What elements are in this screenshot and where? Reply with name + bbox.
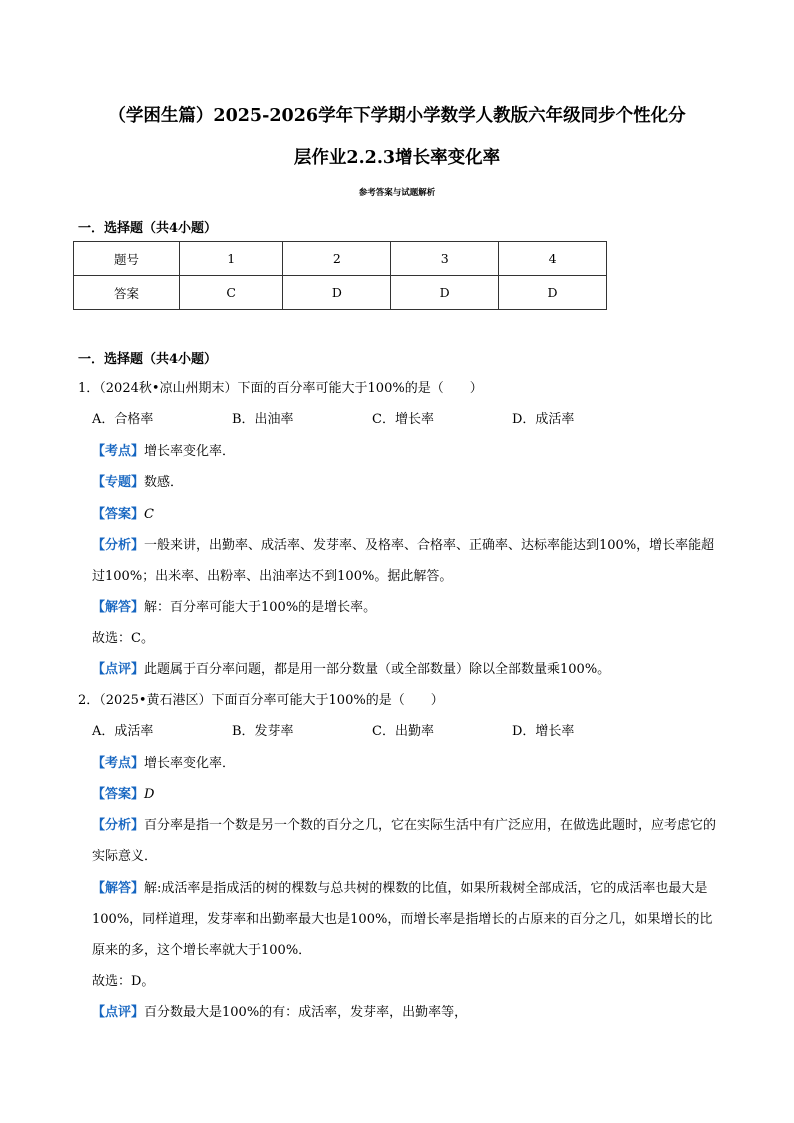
q1-kaodian-text: 增长率变化率． bbox=[144, 444, 236, 459]
q1-option-c: C．增长率 bbox=[372, 412, 434, 427]
answer-cell: D bbox=[499, 276, 607, 310]
q1-option-b: B．出油率 bbox=[232, 412, 294, 427]
q2-jieda-text: 解:成活率是指成活的树的棵数与总共树的棵数的比值，如果所栽树全部成活，它的成活率也最大是100%，同样道理，发芽率和出勤率最大也是100%，而增长率是指增长的占原来的百分之几，如果增长的比原来的多，这个增长率就大于100%． bbox=[92, 881, 713, 958]
tag-fenxi: 【分析】 bbox=[92, 818, 145, 833]
q2-daan-text: D bbox=[144, 787, 155, 802]
q1-daan bbox=[92, 506, 154, 524]
q2-option-c: C．出勤率 bbox=[372, 724, 434, 739]
document-subtitle: 参考答案与试题解析 bbox=[358, 188, 436, 198]
tag-daan: 【答案】 bbox=[92, 787, 145, 802]
q1-jieda-text: 解：百分率可能大于100%的是增长率。 bbox=[144, 600, 377, 615]
tag-jieda: 【解答】 bbox=[92, 881, 145, 896]
document-title-line-2: 层作业2.2.3增长率变化率 bbox=[293, 148, 501, 168]
section-heading-questions: 一．选择题（共4小题） bbox=[78, 352, 218, 367]
q2-option-d: D．增长率 bbox=[512, 724, 575, 739]
answer-table-answer-row bbox=[74, 276, 607, 310]
q2-guxuan: 故选：D。 bbox=[92, 974, 155, 989]
q2-jieda bbox=[92, 873, 720, 966]
answer-table-number-row bbox=[74, 242, 607, 276]
q2-kaodian-text: 增长率变化率． bbox=[144, 756, 236, 771]
question-number-cell: 4 bbox=[499, 242, 607, 276]
tag-zhuanti: 【专题】 bbox=[92, 475, 145, 490]
q1-zhuanti bbox=[92, 474, 183, 492]
q1-kaodian bbox=[92, 443, 235, 461]
q1-options bbox=[92, 411, 652, 429]
row-label-answer: 答案 bbox=[74, 276, 180, 310]
q1-daan-text: C bbox=[144, 507, 154, 522]
answer-table bbox=[73, 241, 607, 310]
q2-option-b: B．发芽率 bbox=[232, 724, 294, 739]
row-label-number: 题号 bbox=[74, 242, 180, 276]
tag-daan: 【答案】 bbox=[92, 507, 145, 522]
q1-fenxi-text: 一般来讲，出勤率、成活率、发芽率、及格率、合格率、正确率、达标率能达到100%，增长率能超过100%；出米率、出粉率、出油率达不到100%。据此解答。 bbox=[92, 538, 715, 584]
q1-option-d: D．成活率 bbox=[512, 412, 575, 427]
question-number-cell: 1 bbox=[180, 242, 283, 276]
q2-dianping-text: 百分数最大是100%的有：成活率，发芽率，出勤率等， bbox=[144, 1005, 468, 1020]
q2-fenxi-text: 百分率是指一个数是另一个数的百分之几，它在实际生活中有广泛应用，在做选此题时，应考虑它的实际意义． bbox=[92, 818, 717, 864]
section-heading-answers: 一．选择题（共4小题） bbox=[78, 221, 218, 236]
q1-dianping bbox=[92, 661, 610, 679]
q2-options bbox=[92, 723, 652, 741]
answer-cell: C bbox=[180, 276, 283, 310]
q1-option-a: A．合格率 bbox=[92, 412, 154, 427]
q1-zhuanti-text: 数感． bbox=[144, 475, 184, 490]
q1-stem: 1．（2024秋•凉山州期末）下面的百分率可能大于100%的是（ ） bbox=[78, 381, 483, 396]
tag-dianping: 【点评】 bbox=[92, 662, 145, 677]
q2-dianping bbox=[92, 1004, 467, 1022]
q1-dianping-text: 此题属于百分率问题，都是用一部分数量（或全部数量）除以全部数量乘100%。 bbox=[144, 662, 611, 677]
q1-fenxi bbox=[92, 530, 720, 592]
question-number-cell: 3 bbox=[391, 242, 499, 276]
document-title-line-1: （学困生篇）2025-2026学年下学期小学数学人教版六年级同步个性化分 bbox=[108, 106, 686, 126]
q1-guxuan: 故选：C。 bbox=[92, 631, 154, 646]
q2-option-a: A．成活率 bbox=[92, 724, 154, 739]
question-number-cell: 2 bbox=[283, 242, 391, 276]
answer-cell: D bbox=[391, 276, 499, 310]
answer-cell: D bbox=[283, 276, 391, 310]
tag-dianping: 【点评】 bbox=[92, 1005, 145, 1020]
tag-jieda: 【解答】 bbox=[92, 600, 145, 615]
tag-fenxi: 【分析】 bbox=[92, 538, 145, 553]
q2-stem: 2．（2025•黄石港区）下面百分率可能大于100%的是（ ） bbox=[78, 693, 444, 708]
tag-kaodian: 【考点】 bbox=[92, 444, 145, 459]
q1-jieda bbox=[92, 599, 376, 617]
tag-kaodian: 【考点】 bbox=[92, 756, 145, 771]
q2-daan bbox=[92, 786, 154, 804]
q2-fenxi bbox=[92, 810, 720, 872]
q2-kaodian bbox=[92, 755, 235, 773]
